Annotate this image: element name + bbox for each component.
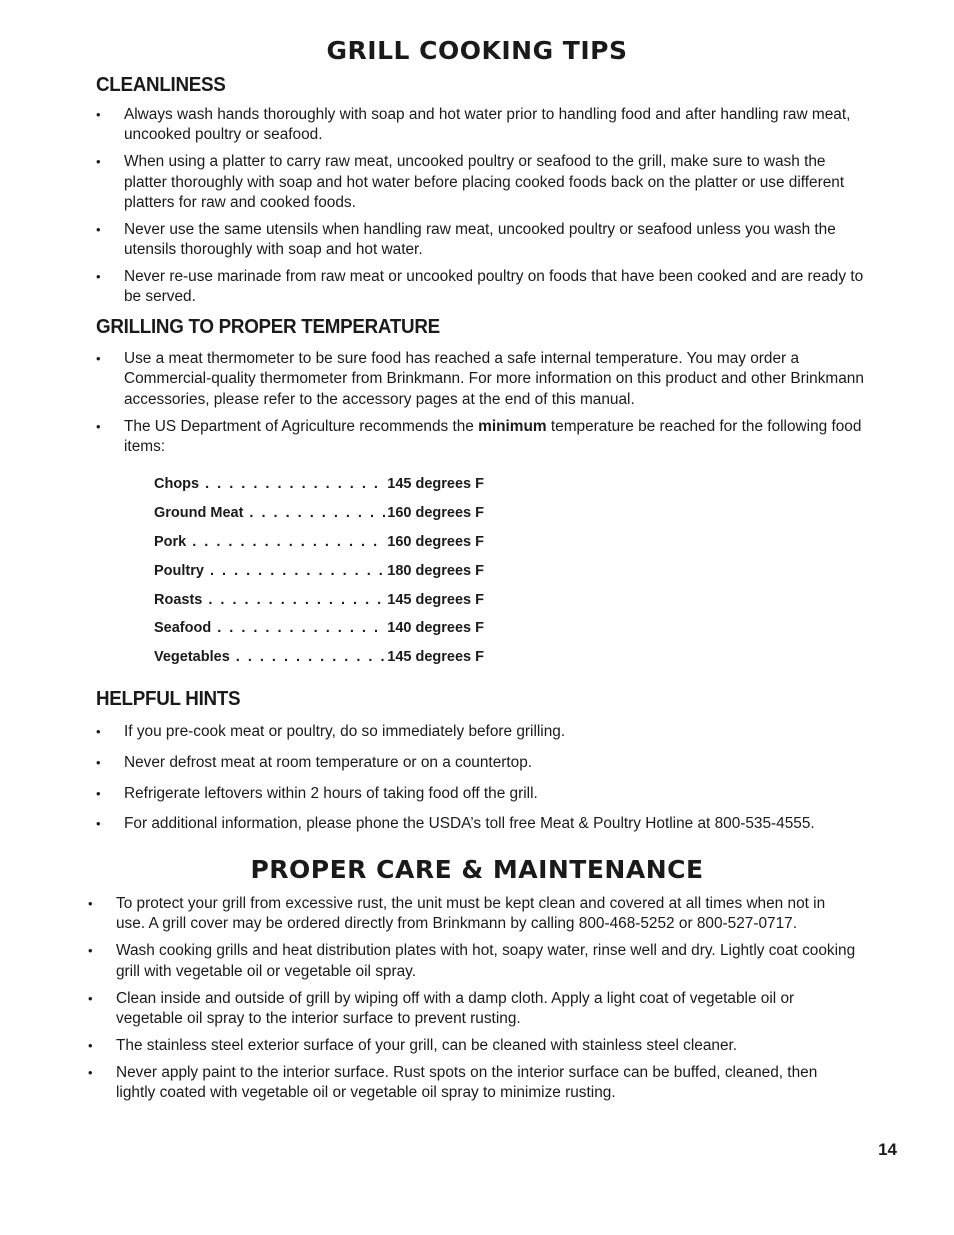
list-item: • Never use the same utensils when handling raw meat, uncooked poultry or seafood unless you wash the utensils thoroughly with soap and hot water. bbox=[96, 220, 836, 259]
list-item: • Use a meat thermometer to be sure food has reached a safe internal temperature. You may order a Commercial-quality thermometer from Brinkmann. For more information on this product and other Brinkmann accessories, please refer to the accessory pages at the end of this manual. bbox=[96, 350, 864, 408]
list-item: • When using a platter to carry raw meat, uncooked poultry or seafood to the grill, make sure to wash the platter thoroughly with soap and hot water before placing cooked foods back on the platter or use different platters for raw and cooked foods. bbox=[96, 153, 845, 211]
temperature-list bbox=[96, 349, 866, 464]
hints-list bbox=[96, 722, 866, 845]
temperature-row: Pork . . . 160 degrees F bbox=[154, 534, 484, 563]
emphasis-minimum: minimum bbox=[478, 417, 547, 435]
list-item: • Never defrost meat at room temperature or on a countertop. bbox=[96, 753, 533, 771]
list-item: • Always wash hands thoroughly with soap and hot water prior to handling food and after handling raw meat, uncooked poultry or seafood. bbox=[96, 106, 851, 144]
page-number: 14 bbox=[878, 1140, 897, 1159]
maintenance-list bbox=[88, 894, 858, 1110]
temperature-row: Vegetables . . . 145 degrees F bbox=[154, 649, 484, 678]
list-item: • Refrigerate leftovers within 2 hours of taking food off the grill. bbox=[96, 784, 538, 802]
list-item: • If you pre-cook meat or poultry, do so immediately before grilling. bbox=[96, 723, 566, 740]
list-item: • The US Department of Agriculture recommends the minimum temperature be reached for the following food items: bbox=[96, 417, 862, 455]
list-item: • The stainless steel exterior surface of your grill, can be cleaned with stainless steel cleaner. bbox=[88, 1036, 738, 1054]
list-item: • Never apply paint to the interior surface. Rust spots on the interior surface can be buffed, cleaned, then lightly coated with vegetable oil or vegetable oil spray to minimize rusting. bbox=[88, 1063, 818, 1102]
temperature-row: Seafood . . . 140 degrees F bbox=[154, 620, 484, 649]
section-heading-temperature: GRILLING TO PROPER TEMPERATURE bbox=[96, 316, 440, 338]
temperature-row: Chops . . . 145 degrees F bbox=[154, 476, 484, 505]
cleanliness-list bbox=[96, 105, 866, 314]
list-item: • For additional information, please phone the USDA’s toll free Meat & Poultry Hotline at 800-535-4555. bbox=[96, 815, 815, 833]
temperature-row: Roasts . . . 145 degrees F bbox=[154, 592, 484, 621]
temperature-row: Ground Meat . . . 160 degrees F bbox=[154, 505, 484, 534]
list-item: • Clean inside and outside of grill by wiping off with a damp cloth. Apply a light coat of vegetable oil or vegetable oil spray to the interior surface to prevent rusting. bbox=[88, 989, 795, 1027]
section-heading-hints: HELPFUL HINTS bbox=[96, 688, 241, 710]
list-item: • Wash cooking grills and heat distribution plates with hot, soapy water, rinse well and dry. Lightly coat cooking grill with vegetable oil or vegetable oil spray. bbox=[88, 942, 856, 980]
temperature-row: Poultry . . . 180 degrees F bbox=[154, 563, 484, 592]
list-item: • To protect your grill from excessive rust, the unit must be kept clean and covered at all times when not in use. A grill cover may be ordered directly from Brinkmann by calling 800-468-5252 or 800-527-0717. bbox=[88, 895, 826, 933]
temperature-table bbox=[154, 476, 484, 678]
list-item: • Never re-use marinade from raw meat or uncooked poultry on foods that have been cooked and are ready to be served. bbox=[96, 268, 864, 306]
page-title: GRILL COOKING TIPS bbox=[326, 36, 628, 65]
maintenance-title: PROPER CARE & MAINTENANCE bbox=[250, 855, 704, 884]
section-heading-cleanliness: CLEANLINESS bbox=[96, 74, 226, 96]
